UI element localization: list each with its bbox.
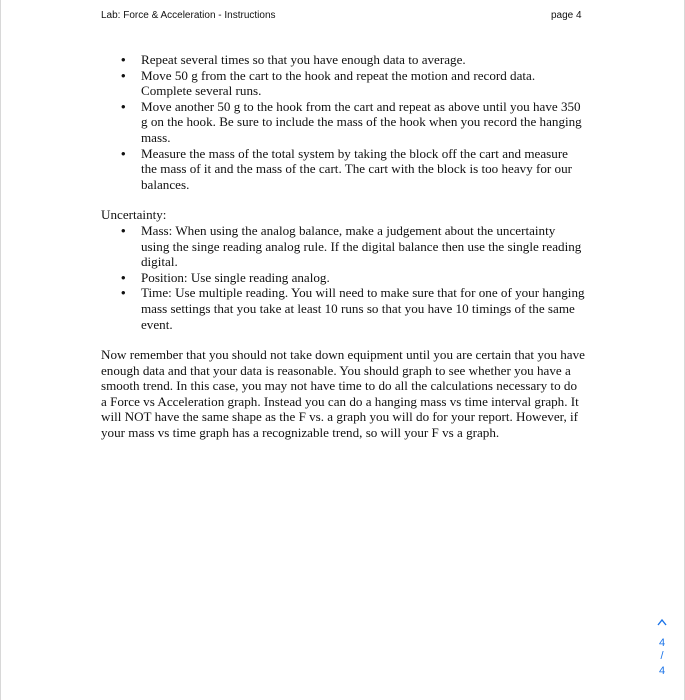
bullet-icon: •: [121, 222, 126, 238]
list-item: • Mass: When using the analog balance, make a judgement about the uncertainty using the singe reading analog rule. If the digital balance then use the single reading digital.: [121, 222, 582, 270]
page-navigator: [650, 612, 674, 678]
bullet-icon: •: [121, 145, 126, 161]
list-item: • Repeat several times so that you have enough data to average.: [121, 52, 466, 67]
bullet-icon: •: [121, 67, 126, 83]
bullet-icon: •: [121, 52, 126, 67]
chevron-up-icon[interactable]: [650, 612, 674, 630]
document-header-title: Lab: Force & Acceleration - Instructions: [101, 10, 276, 21]
page-number-label: page 4: [551, 10, 582, 21]
list-item: • Move another 50 g to the hook from the cart and repeat as above until you have 350 g on the hook. Be sure to include the mass of the hook when you record the hanging mass.: [121, 98, 582, 145]
list-item: • Measure the mass of the total system by taking the block off the cart and measure the mass of it and the mass of the cart. The cart with the block is too heavy for our balances.: [121, 145, 573, 192]
bullet-icon: •: [121, 269, 126, 285]
list-item: • Move 50 g from the cart to the hook and repeat the motion and record data. Complete several runs.: [121, 67, 536, 99]
bullet-icon: •: [121, 285, 126, 301]
total-page-number: 4: [658, 665, 666, 677]
list-item: • Time: Use multiple reading. You will need to make sure that for one of your hanging mass settings that you take at least 10 runs so that you have 10 timings of the same event.: [121, 285, 585, 332]
list-item: • Position: Use single reading analog.: [121, 269, 330, 285]
uncertainty-list: [101, 223, 586, 332]
page-separator: /: [660, 650, 664, 662]
procedure-list: [101, 52, 586, 192]
uncertainty-heading: Uncertainty:: [101, 207, 167, 223]
bullet-icon: •: [121, 98, 126, 114]
page-border-left: [0, 0, 1, 700]
page-content: [101, 52, 586, 441]
chevron-up-icon-svg: [657, 618, 667, 626]
current-page-number: 4: [658, 637, 666, 649]
closing-paragraph: Now remember that you should not take down equipment until you are certain that you have enough data and that your data is reasonable. You should graph to see whether you have a smooth trend. In this case, you may not have time to do all the calculations necessary to do a Force vs Acceleration graph. Instead you can do a hanging mass vs time interval graph. It will NOT have the same shape as the F vs. a graph you will do for your report. However, if your mass vs time graph has a recognizable trend, so will your F vs a graph.: [101, 347, 585, 441]
